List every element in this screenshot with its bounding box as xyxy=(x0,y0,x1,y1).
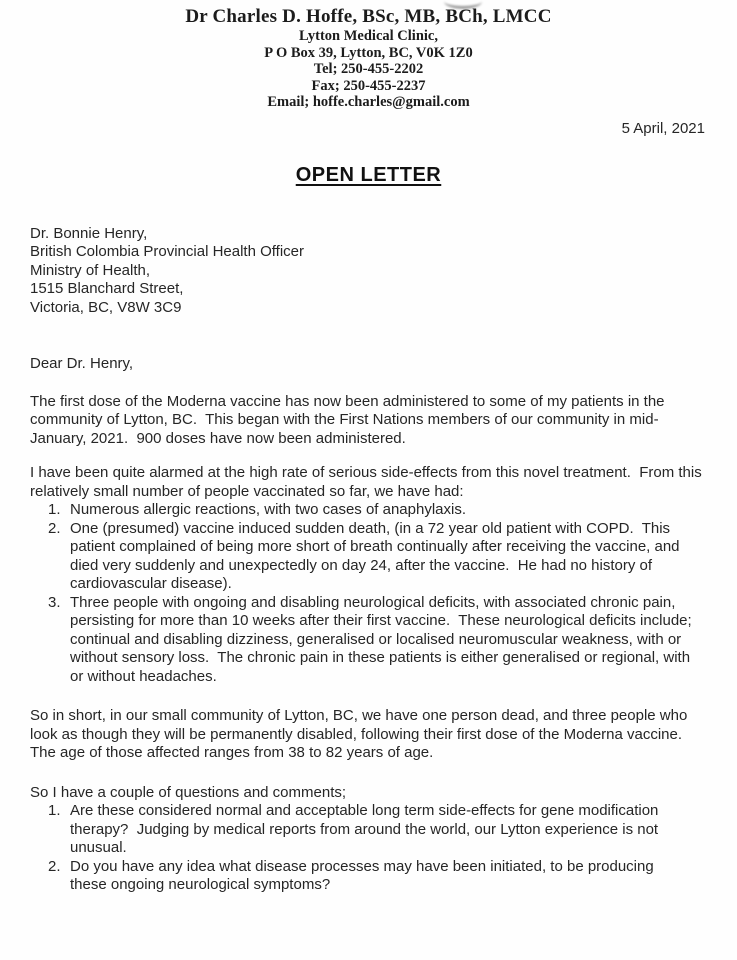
list-item-text: Three people with ongoing and disabling neurological deficits, with associated chronic pain, persisting for more than 10 weeks after their first vaccine. These neurological deficits include; continual and disabling dizziness, generalised or localised neuromuscular weakness, with or without sensory loss. The chronic pain in these patients is either generalised or regional, with or without headaches. xyxy=(70,593,701,685)
list-item xyxy=(30,594,707,687)
recipient-address xyxy=(30,225,707,318)
letterhead-tel-line: Tel; 250-455-2202 xyxy=(313,61,424,77)
recipient-line: British Colombia Provincial Health Officer xyxy=(30,243,304,260)
recipient-line: Ministry of Health, xyxy=(30,261,151,279)
recipient-line: Victoria, BC, V8W 3C9 xyxy=(30,298,182,316)
salutation: Dear Dr. Henry, xyxy=(30,355,134,372)
recipient-line: 1515 Blanchard Street, xyxy=(30,280,184,297)
list-item-text: Do you have any idea what disease processes may have been initiated, to be producing these ongoing neurological symptoms? xyxy=(70,857,658,893)
paragraph-summary: So in short, in our small community of Lytton, BC, we have one person dead, and three people who look as though they will be permanently disabled, following their first dose of the Moderna vaccine. The age of those affected ranges from 38 to 82 years of age. xyxy=(30,707,692,761)
list-item-number: 1. xyxy=(48,501,61,518)
letterhead-address-line: P O Box 39, Lytton, BC, V0K 1Z0 xyxy=(264,44,473,61)
paragraph-side-effects-intro: I have been quite alarmed at the high rate of serious side-effects from this novel treatment. From this relatively small number of people vaccinated so far, we have had: xyxy=(30,464,706,500)
paragraph-doses: The first dose of the Moderna vaccine has now been administered to some of my patients in the community of Lytton, BC. This began with the First Nations members of our community in mid-January, 2021. 900 doses have now been administered. xyxy=(30,392,669,447)
questions-list xyxy=(30,802,707,895)
letter-title-text: OPEN LETTER xyxy=(295,163,442,186)
list-item xyxy=(30,802,707,858)
list-item xyxy=(30,520,707,594)
list-item-number: 1. xyxy=(48,802,61,819)
list-item-text: One (presumed) vaccine induced sudden death, (in a 72 year old patient with COPD. This patient complained of being more short of breath continually after receiving the vaccine, and died very suddenly and unexpectedly on day 24, after the vaccine. He had no history of cardiovascular disease). xyxy=(70,519,684,592)
letterhead-clinic-line: Lytton Medical Clinic, xyxy=(299,28,438,44)
list-item-text: Numerous allergic reactions, with two cases of anaphylaxis. xyxy=(70,501,467,518)
paragraph-questions-intro: So I have a couple of questions and comments; xyxy=(30,783,347,801)
list-item-number: 3. xyxy=(48,593,61,611)
letter-title xyxy=(30,164,707,187)
letterhead-fax-line: Fax; 250-455-2237 xyxy=(311,77,426,94)
list-item-text: Are these considered normal and acceptable long term side-effects for gene modification therapy? Judging by medical reports from around the world, our Lytton experience is not unusual. xyxy=(70,802,663,856)
list-item-number: 2. xyxy=(48,857,61,875)
list-item xyxy=(30,501,707,520)
list-item-number: 2. xyxy=(48,519,61,537)
recipient-line: Dr. Bonnie Henry, xyxy=(30,224,148,242)
date-line: 5 April, 2021 xyxy=(621,119,705,137)
list-item xyxy=(30,858,707,895)
letterhead xyxy=(30,6,707,111)
letterhead-email-line: Email; hoffe.charles@gmail.com xyxy=(267,94,470,110)
side-effects-list xyxy=(30,501,707,686)
letterhead-name: Dr Charles D. Hoffe, BSc, MB, BCh, LMCC xyxy=(185,6,552,27)
